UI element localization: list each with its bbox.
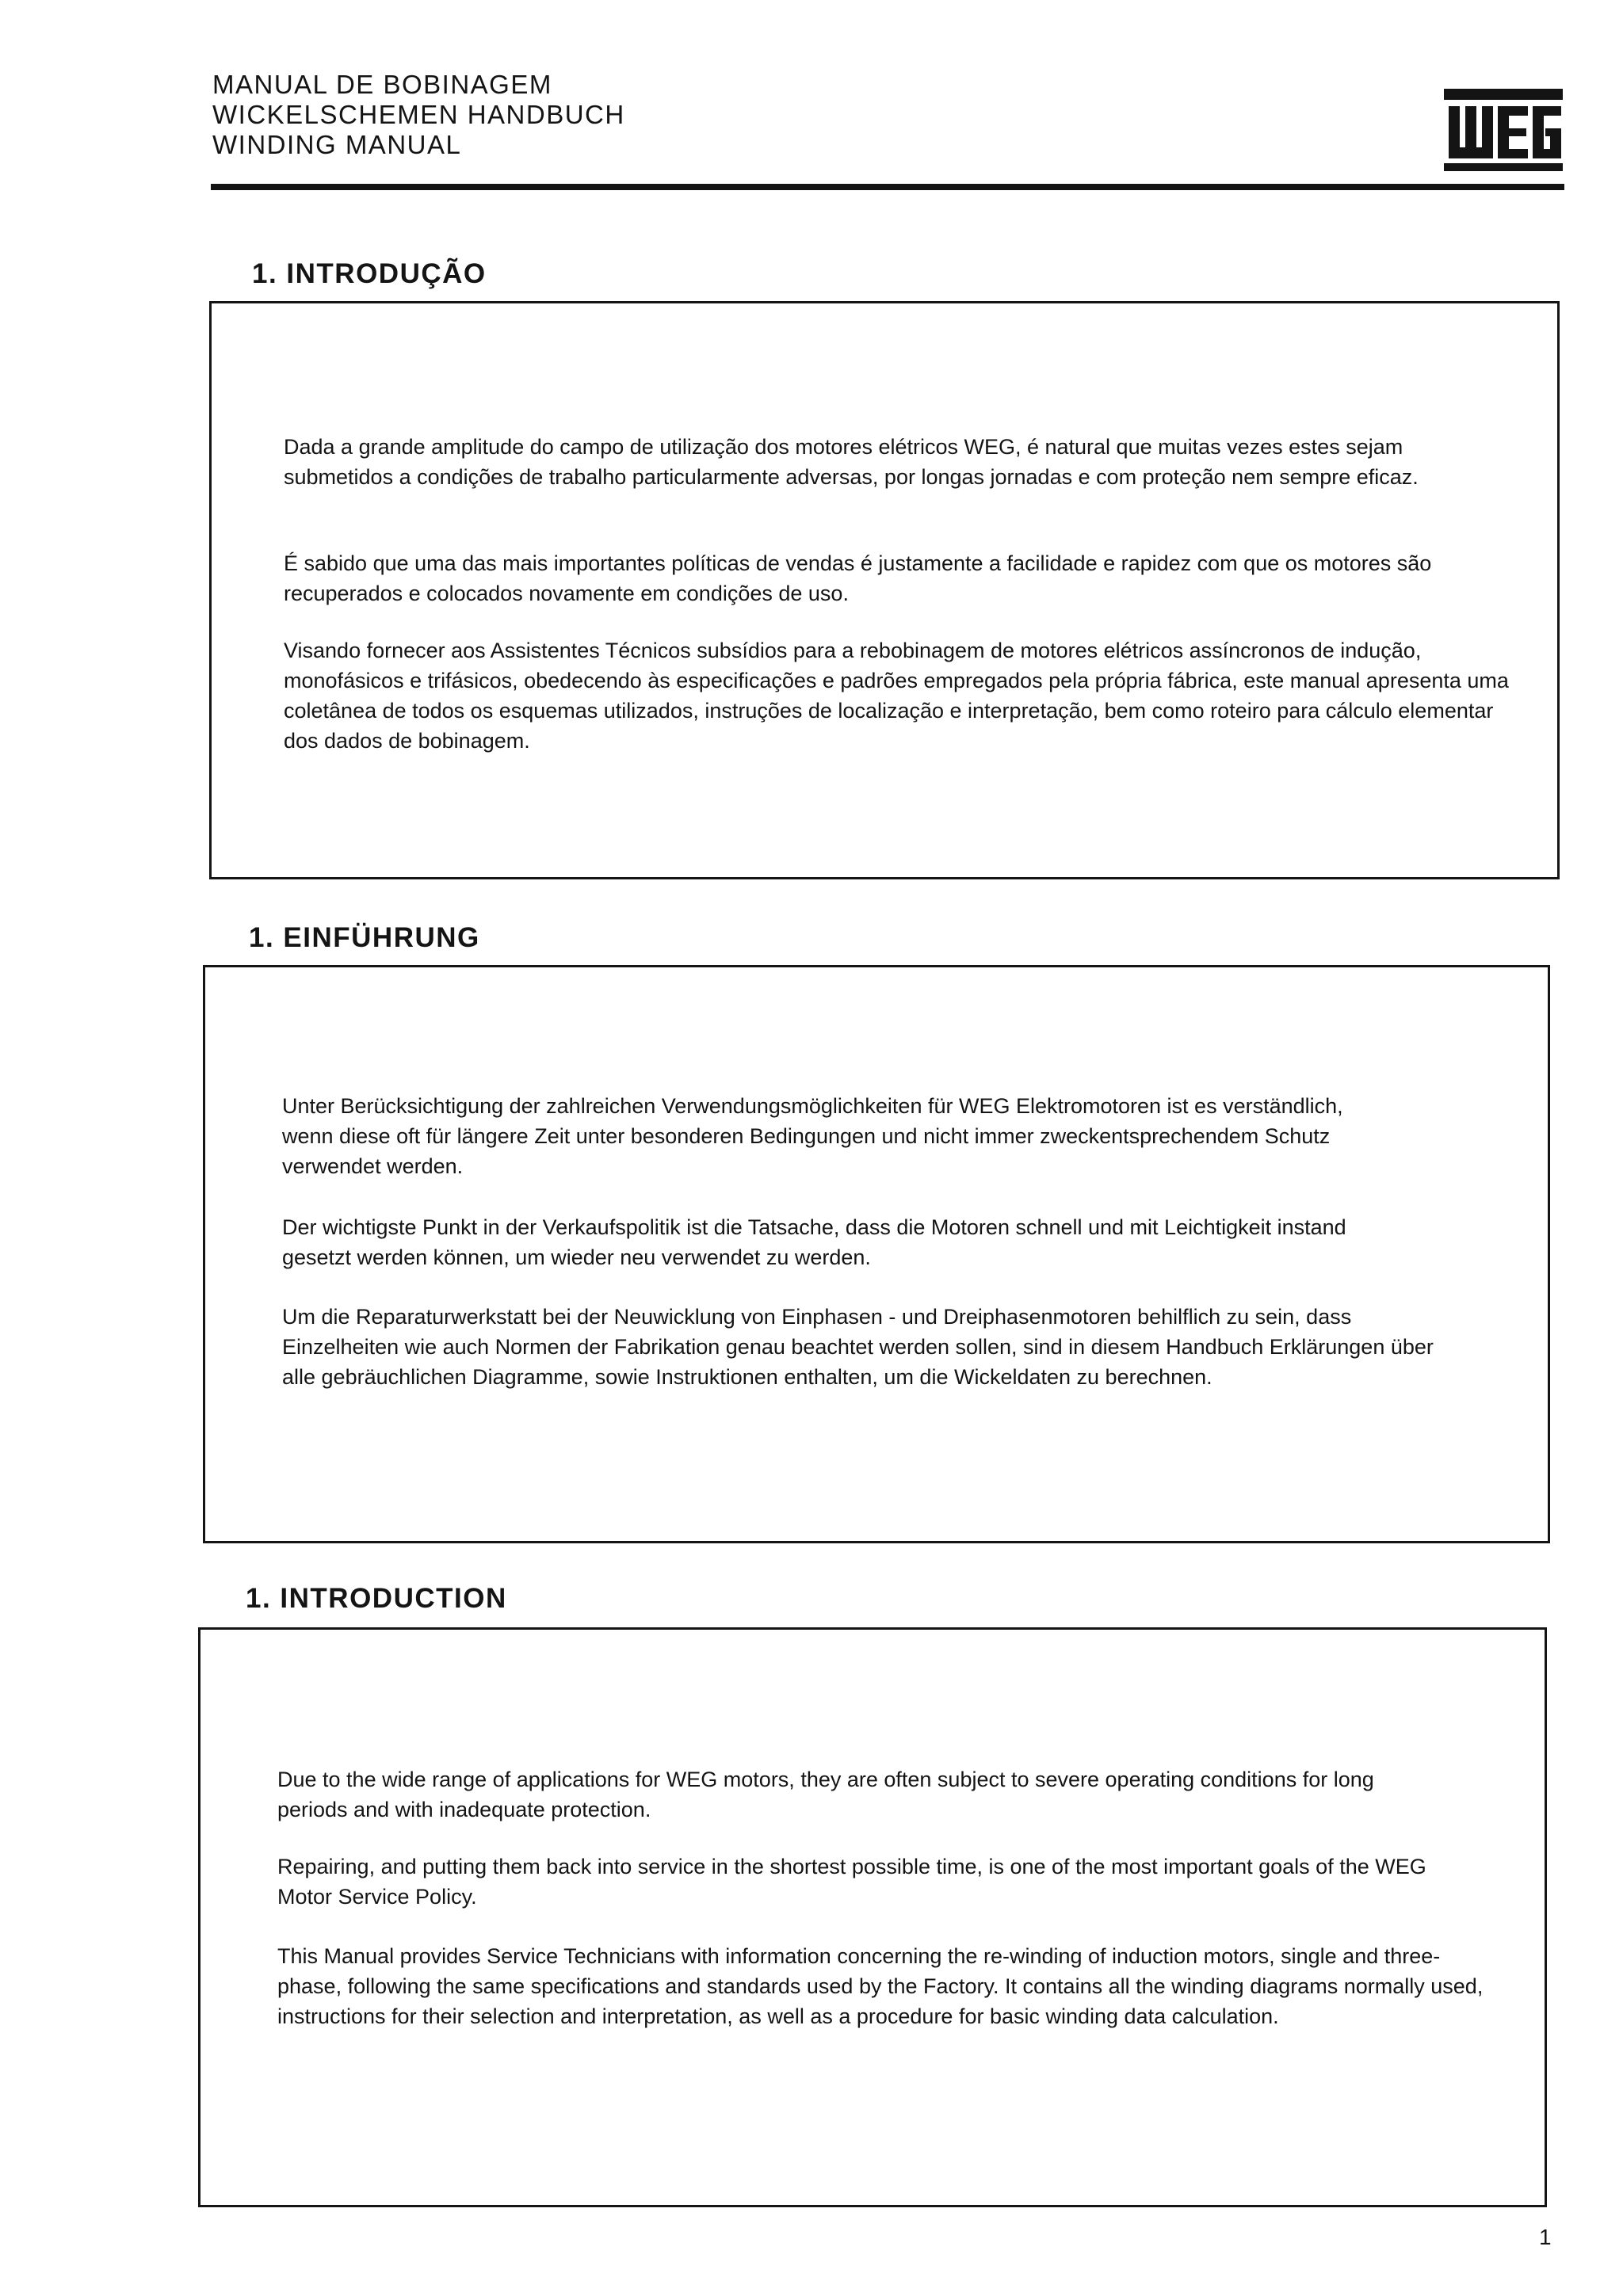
header-title-en: WINDING MANUAL [212, 130, 462, 159]
paragraph-pt-3: Visando fornecer aos Assistentes Técnicos subsídios para a rebobinagem de motores elétricos assíncronos de indução, monofásicos e trifásicos, obedecendo às especificações e padrões empregados pela própria fábrica, este manual apresenta uma coletânea de todos os esquemas utilizados, instruções de localização e interpretação, bem como roteiro para cálculo elementar dos dados de bobinagem. [284, 639, 1509, 753]
page-number: 1 [1539, 2225, 1552, 2249]
paragraph-de-2: Der wichtigste Punkt in der Verkaufspolitik ist die Tatsache, dass die Motoren schnell und mit Leichtigkeit instand gesetzt werden können, um wieder neu verwendet zu werden. [282, 1215, 1346, 1269]
section-title-de: 1. EINFÜHRUNG [249, 922, 480, 953]
paragraph-de-1: Unter Berücksichtigung der zahlreichen Verwendungsmöglichkeiten für WEG Elektromotoren ist es verständlich, wenn diese oft für längere Zeit unter besonderen Bedingungen und nicht immer zweckentsprechendem Schutz verwendet werden. [282, 1094, 1343, 1178]
document-header [212, 70, 625, 160]
paragraph-pt-1: Dada a grande amplitude do campo de utilização dos motores elétricos WEG, é natural que muitas vezes estes sejam submetidos a condições de trabalho particularmente adversas, por longas jornadas e com proteção nem sempre eficaz. [284, 435, 1419, 489]
header-rule [211, 184, 1564, 190]
paragraph-pt-2: É sabido que uma das mais importantes políticas de vendas é justamente a facilidade e rapidez com que os motores são recuperados e colocados novamente em condições de uso. [284, 551, 1432, 605]
header-title-de: WICKELSCHEMEN HANDBUCH [212, 100, 625, 129]
paragraph-en-2: Repairing, and putting them back into service in the shortest possible time, is one of the most important goals of the WEG Motor Service Policy. [277, 1855, 1426, 1909]
header-title-pt: MANUAL DE BOBINAGEM [212, 70, 552, 99]
section-title-en: 1. INTRODUCTION [246, 1583, 507, 1614]
paragraph-de-3: Um die Reparaturwerkstatt bei der Neuwicklung von Einphasen - und Dreiphasenmotoren behilflich zu sein, dass Einzelheiten wie auch Normen der Fabrikation genau beachtet werden sollen, sind in diesem Handbuch Erklärungen über alle gebräuchlichen Diagramme, sowie Instruktionen enthalten, um die Wickeldaten zu berechnen. [282, 1305, 1434, 1389]
section-title-pt: 1. INTRODUÇÃO [252, 258, 487, 289]
section-box-en [198, 1627, 1547, 2207]
weg-logo [1444, 89, 1563, 171]
paragraph-en-3: This Manual provides Service Technicians with information concerning the re-winding of induction motors, single and three-phase, following the same specifications and standards used by the Factory. It contains all the winding diagrams normally used, instructions for their selection and interpretation, as well as a procedure for basic winding data calculation. [277, 1944, 1484, 2028]
paragraph-en-1: Due to the wide range of applications for WEG motors, they are often subject to severe operating conditions for long periods and with inadequate protection. [277, 1768, 1374, 1821]
